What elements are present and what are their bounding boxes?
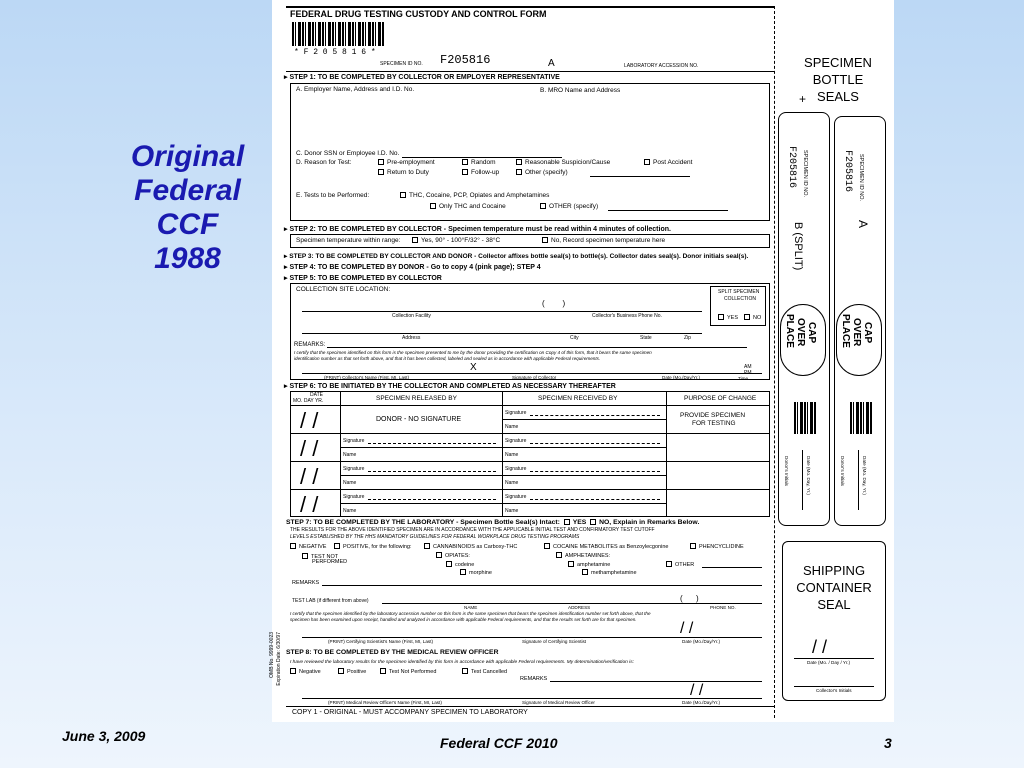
checkbox	[644, 159, 650, 165]
split-no: NO	[744, 314, 761, 322]
mro-cancelled: Test Cancelled	[462, 668, 507, 676]
omb-number: OMB No. 9999-0023	[269, 632, 275, 678]
tests-label: E. Tests to be Performed:	[296, 192, 370, 199]
signature-label: Signature	[343, 438, 365, 444]
signature-label: Signature	[505, 410, 527, 416]
checkbox	[744, 314, 750, 320]
col-date-sub: MO. DAY YR.	[293, 398, 324, 404]
checkbox	[666, 561, 672, 567]
place-over-cap-text: OVER	[795, 318, 806, 347]
perforation-line	[774, 6, 775, 718]
checkbox	[540, 203, 546, 209]
donor-ssn-label: C. Donor SSN or Employee I.D. No.	[296, 150, 400, 157]
barcode	[292, 22, 384, 46]
checkbox	[338, 668, 344, 674]
reason-followup: Follow-up	[462, 169, 499, 177]
lab-certify: I certify that the specimen identified by the laboratory accession number on this form is the same specimen that bears the specimen identification number set forth above, that the	[290, 611, 651, 616]
provide-specimen: PROVIDE SPECIMEN	[680, 412, 746, 419]
results-text: THE RESULTS FOR THE ABOVE IDENTIFIED SPECIMEN ARE IN ACCORDANCE WITH THE APPLICABLE INITIAL TEST AND CONFIRMATORY TEST CUTOFF	[290, 527, 655, 533]
step5-box	[290, 283, 770, 380]
mro-print-label: (PRINT) Medical Review Officer's Name (First, MI, Last)	[328, 700, 442, 705]
col-date: DATE	[310, 392, 323, 398]
reason-post-accident: Post Accident	[644, 159, 692, 167]
mro-negative: Negative	[290, 668, 321, 676]
result-cannabinoids: CANNABINOIDS as Carboxy-THC	[424, 543, 517, 551]
step7-heading: STEP 7: TO BE COMPLETED BY THE LABORATORY - Specimen Bottle Seal(s) Intact: YES NO, Explain in Remarks Below.	[286, 519, 700, 526]
name-label: Name	[505, 508, 519, 514]
results-text: LEVELS ESTABLISHED BY THE HHS MANDATORY GUIDELINES FOR FEDERAL WORKPLACE DRUG TESTING PROGRAMS	[290, 534, 580, 540]
place-over-cap-text: CAP	[862, 322, 873, 344]
tests-thc-cocaine: Only THC and Cocaine	[430, 203, 506, 211]
name-label: Name	[505, 424, 519, 430]
title-line: 1988	[154, 242, 221, 275]
temp-yes: Yes, 90° - 100°F/32° - 38°C	[412, 237, 500, 245]
checkbox	[690, 543, 696, 549]
checkbox	[290, 543, 296, 549]
bottle-b-label: B (SPLIT)	[792, 222, 804, 271]
x-mark: X	[470, 362, 477, 373]
step3-heading: ▸ STEP 3: TO BE COMPLETED BY COLLECTOR AND DONOR - Collector affixes bottle seal(s) to bottle(s). Collector dates seal(s). Donor initials seal(s).	[284, 253, 749, 260]
slide-title	[100, 140, 275, 276]
temp-label: Specimen temperature within range:	[296, 237, 401, 244]
donor-initials: Donor's Initials	[784, 456, 789, 486]
lab-remarks: REMARKS	[292, 580, 320, 586]
sig-label: Signature of Collector	[512, 375, 557, 380]
scanned-form	[269, 0, 894, 722]
result-morphine: morphine	[460, 569, 492, 577]
tests-other: OTHER (specify)	[540, 203, 598, 211]
split-label: COLLECTION	[724, 296, 756, 302]
strip-barcode	[850, 402, 872, 434]
bottle-letter: A	[548, 58, 555, 69]
facility-label: Collection Facility	[392, 313, 431, 319]
plus-mark: +	[799, 92, 807, 106]
lab-phone-parens: ( )	[680, 594, 699, 603]
address-label: Address	[402, 335, 421, 341]
reason-preemployment: Pre-employment	[378, 159, 435, 167]
checkbox	[412, 237, 418, 243]
result-positive: POSITIVE, for the following:	[334, 543, 411, 551]
mro-label: B. MRO Name and Address	[540, 87, 621, 94]
lab-accession-label: LABORATORY ACCESSION NO.	[624, 63, 699, 69]
step4-heading: ▸ STEP 4: TO BE COMPLETED BY DONOR - Go to copy 4 (pink page); STEP 4	[284, 264, 541, 271]
strip-label: SPECIMEN ID NO.	[802, 150, 808, 198]
lab-name-hdr: NAME	[464, 605, 478, 610]
checkbox	[590, 519, 596, 525]
title-line: CCF	[156, 208, 219, 241]
reason-random: Random	[462, 159, 496, 167]
lab-phone-hdr: PHONE NO.	[710, 605, 736, 610]
state-label: State	[640, 335, 652, 341]
seal-date: Date (Mo. Day, Yr.)	[862, 456, 867, 495]
result-other: OTHER	[666, 561, 694, 569]
ship-date-label: Date (Mo. / Day / Yr.)	[807, 660, 851, 665]
step8-heading: STEP 8: TO BE COMPLETED BY THE MEDICAL REVIEW OFFICER	[286, 649, 499, 656]
checkbox	[380, 668, 386, 674]
mro-not-performed: Test Not Performed	[380, 668, 436, 676]
signature-label: Signature	[343, 494, 365, 500]
checkbox	[564, 519, 570, 525]
remarks-label: REMARKS:	[294, 342, 326, 348]
name-label: Name	[343, 480, 357, 486]
split-label: SPLIT SPECIMEN	[718, 289, 760, 295]
reason-suspicion: Reasonable Suspicion/Cause	[516, 159, 610, 167]
result-not-performed: TEST NOT	[302, 553, 338, 560]
strip-label: SPECIMEN ID NO.	[858, 154, 864, 202]
checkbox	[378, 159, 384, 165]
reason-other: Other (specify)	[516, 169, 568, 177]
mro-text: I have reviewed the laboratory results for the specimen identified by this form in accordance with applicable Federal requirements. My determination/verification is:	[290, 660, 634, 665]
test-lab-label: TEST LAB (if different from above)	[292, 598, 369, 604]
temp-no: No, Record specimen temperature here	[542, 237, 665, 245]
copy-line: COPY 1 - ORIGINAL - MUST ACCOMPANY SPECIMEN TO LABORATORY	[292, 709, 528, 716]
signature-label: Signature	[505, 466, 527, 472]
signature-label: Signature	[343, 466, 365, 472]
mro-date-label: Date (Mo./Day/Yr.)	[682, 700, 721, 705]
result-amphetamines: AMPHETAMINES:	[556, 552, 610, 560]
checkbox	[334, 543, 340, 549]
step5-heading: ▸ STEP 5: TO BE COMPLETED BY COLLECTOR	[284, 275, 442, 282]
checkbox	[544, 543, 550, 549]
checkbox	[400, 192, 406, 198]
strip-id: F205816	[842, 150, 853, 193]
checkbox	[302, 553, 308, 559]
print-name-label: (PRINT) Collector's Name (First, MI, Last)	[324, 375, 410, 380]
checkbox	[462, 169, 468, 175]
pm-label: PM	[744, 370, 752, 376]
checkbox	[718, 314, 724, 320]
checkbox	[568, 561, 574, 567]
checkbox	[436, 552, 442, 558]
checkbox	[378, 169, 384, 175]
place-over-cap-text: CAP	[806, 322, 817, 344]
date-slashes: / /	[300, 492, 319, 517]
barcode-text: * F 2 0 5 8 1 6 *	[294, 48, 376, 57]
am-label: AM	[744, 364, 752, 370]
place-over-cap-text: PLACE	[840, 314, 851, 348]
signature-label: Signature	[505, 494, 527, 500]
time-label: Time	[738, 376, 749, 381]
checkbox	[542, 237, 548, 243]
checkbox	[556, 552, 562, 558]
date-slashes: / /	[300, 436, 319, 461]
strip-id: F205816	[786, 146, 797, 189]
scientist-date-label: Date (Mo./Day/Yr.)	[682, 639, 721, 644]
result-cocaine: COCAINE METABOLITES as Benzoylecgonine	[544, 543, 668, 551]
name-label: Name	[343, 452, 357, 458]
donor-no-signature: DONOR - NO SIGNATURE	[376, 416, 462, 423]
lab-address-hdr: ADDRESS	[568, 605, 591, 610]
date-label: Date (Mo./Day/Yr.)	[662, 375, 701, 380]
tests-panel: THC, Cocaine, PCP, Opiates and Amphetamines	[400, 192, 549, 200]
bottle-a-label: A	[856, 220, 870, 229]
result-opiates: OPIATES:	[436, 552, 470, 560]
form-title: FEDERAL DRUG TESTING CUSTODY AND CONTROL FORM	[290, 9, 547, 19]
top-rule	[286, 6, 774, 8]
city-label: City	[570, 335, 579, 341]
reason-label: D. Reason for Test:	[296, 159, 352, 166]
specimen-id: F205816	[440, 53, 491, 67]
split-yes: YES	[718, 314, 738, 322]
mro-positive: Positive	[338, 668, 366, 676]
collector-certify: identification number as that set forth above, and that it has been collected, labeled and sealed as in accordance with applicable Federal requirements.	[294, 356, 601, 361]
date-slashes: / /	[690, 682, 704, 699]
collector-certify: I certify that the specimen identified on this form is the specimen presented to me by the donor providing the certification on Copy 4 of this form, that it bears the same specimen	[294, 350, 652, 355]
shipping-seal-title: SHIPPING CONTAINER SEAL	[796, 563, 872, 612]
checkbox	[516, 169, 522, 175]
omb-expiration: Expiration Date: 6/30/97	[276, 632, 282, 686]
step2-heading: ▸ STEP 2: TO BE COMPLETED BY COLLECTOR - Specimen temperature must be read within 4 minutes of collection.	[284, 226, 671, 233]
bottle-seals-title: SPECIMEN BOTTLE SEALS	[804, 55, 872, 104]
footer-date: June 3, 2009	[62, 728, 146, 744]
checkbox	[516, 159, 522, 165]
checkbox	[424, 543, 430, 549]
result-codeine: codeine	[446, 561, 474, 569]
col-received: SPECIMEN RECEIVED BY	[538, 395, 618, 402]
col-released: SPECIMEN RELEASED BY	[376, 395, 457, 402]
name-label: Name	[505, 452, 519, 458]
mro-remarks: REMARKS	[520, 676, 548, 682]
for-testing: FOR TESTING	[692, 420, 736, 427]
checkbox	[462, 668, 468, 674]
result-pcp: PHENCYCLIDINE	[690, 543, 744, 551]
checkbox	[460, 569, 466, 575]
checkbox	[582, 569, 588, 575]
title-line: Federal	[134, 174, 241, 207]
seal-date: Date (Mo. Day, Yr.)	[806, 456, 811, 495]
site-label: COLLECTION SITE LOCATION:	[296, 286, 391, 293]
result-amphetamine: amphetamine	[568, 561, 610, 569]
footer-title: Federal CCF 2010	[440, 735, 558, 751]
specimen-id-label: SPECIMEN ID NO.	[380, 61, 423, 67]
date-slashes: / /	[812, 637, 828, 657]
title-line: Original	[130, 140, 245, 173]
place-over-cap-text: PLACE	[784, 314, 795, 348]
step6-heading: ▸ STEP 6: TO BE INITIATED BY THE COLLECTOR AND COMPLETED AS NECESSARY THEREAFTER	[284, 383, 616, 390]
date-slashes: / /	[680, 620, 694, 637]
signature-label: Signature	[505, 438, 527, 444]
phone-parens: ( )	[542, 299, 566, 308]
checkbox	[430, 203, 436, 209]
scientist-print-label: (PRINT) Certifying Scientist's Name (First, MI, Last)	[328, 639, 434, 644]
place-over-cap-text: OVER	[851, 318, 862, 347]
phone-label: Collector's Business Phone No.	[592, 313, 662, 319]
date-slashes: / /	[300, 464, 319, 489]
checkbox	[446, 561, 452, 567]
result-methamphetamine: methamphetamine	[582, 569, 637, 577]
step1-heading: ▸ STEP 1: TO BE COMPLETED BY COLLECTOR OR EMPLOYER REPRESENTATIVE	[284, 74, 560, 81]
lab-certify: specimen has been examined upon receipt, handled and analyzed in accordance with applicable Federal requirements, and that the results set forth are for that specimen.	[290, 617, 637, 622]
reason-return: Return to Duty	[378, 169, 429, 177]
donor-initials: Donor's Initials	[840, 456, 845, 486]
col-purpose: PURPOSE OF CHANGE	[684, 395, 757, 402]
checkbox	[462, 159, 468, 165]
collector-initials: Collector's Initials	[816, 688, 852, 693]
page-number: 3	[884, 735, 892, 751]
scientist-sig-label: Signature of Certifying Scientist	[522, 639, 587, 644]
checkbox	[290, 668, 296, 674]
zip-label: Zip	[684, 335, 691, 341]
name-label: Name	[343, 508, 357, 514]
result-negative: NEGATIVE	[290, 543, 326, 551]
mro-sig-label: Signature of Medical Review Officer	[522, 700, 595, 705]
date-slashes: / /	[300, 408, 319, 433]
name-label: Name	[505, 480, 519, 486]
result-not-performed: PERFORMED	[312, 559, 348, 565]
strip-barcode	[794, 402, 816, 434]
employer-label: A. Employer Name, Address and I.D. No.	[296, 86, 415, 93]
